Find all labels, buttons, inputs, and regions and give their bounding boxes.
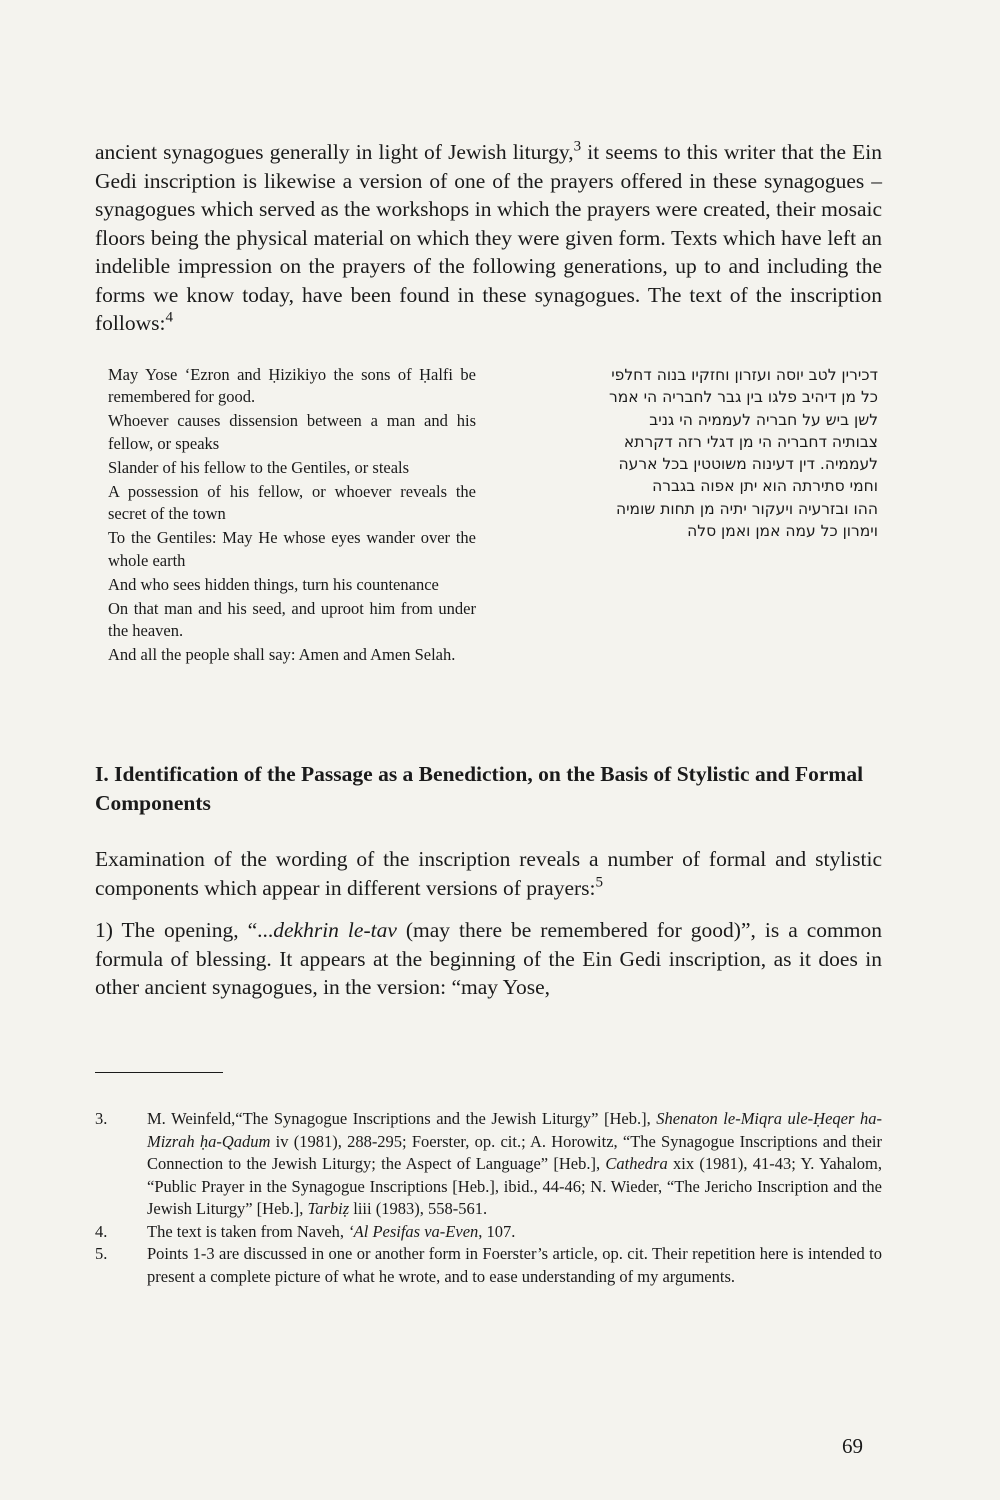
intro-text-a: ancient synagogues generally in light of Jewish liturgy, xyxy=(95,140,574,164)
footnote-divider xyxy=(95,1072,223,1073)
inscription-english-line: Slander of his fellow to the Gentiles, or steals xyxy=(108,457,410,477)
inscription-english-line: On that man and his seed, and uproot him from under the heaven. xyxy=(108,599,476,641)
footnote xyxy=(95,1243,882,1288)
footnote-text xyxy=(147,1108,882,1221)
intro-text-b: it seems to this writer that the Ein Gedi inscription is likewise a version of one of the prayers offered in these synagogues – synagogues which served as the workshops in which the prayers were created, their mosaic floors being the physical material on which they were given form. Texts which have left an indelible impression on the prayers of the following generations, up to and including the forms we know today, have been found in these synagogues. The text of the inscription follows: xyxy=(95,140,882,335)
footnote-number: 4. xyxy=(95,1221,108,1241)
footnote-text-run: Points 1-3 are discussed in one or another form in Foerster’s article, op. cit. Their repetition here is intended to present a complete picture of what he wrote, and to ease understanding of my arguments. xyxy=(147,1244,882,1286)
section-heading: I. Identification of the Passage as a Benediction, on the Basis of Stylistic and Formal Components xyxy=(95,762,864,815)
footnote-text-run: , 107. xyxy=(478,1221,516,1241)
footnote-ref-5[interactable]: 5 xyxy=(595,874,604,891)
footnote-title: ‘Al Pesifas va-Even xyxy=(348,1221,479,1241)
footnote xyxy=(95,1221,882,1244)
inscription-english-line: Whoever causes dissension between a man and his fellow, or speaks xyxy=(108,411,476,453)
para2-lead: 1) The opening, “... xyxy=(95,918,274,942)
footnote-number: 5. xyxy=(95,1244,108,1263)
para2-italic-term: dekhrin le-tav xyxy=(273,918,397,942)
footnote-ref-3[interactable]: 3 xyxy=(573,138,582,155)
inscription-hebrew-line: לשן ביש על חבריה לעממיה הי גניב xyxy=(649,410,878,429)
footnote-text xyxy=(147,1221,882,1244)
inscription-english-line: And who sees hidden things, turn his countenance xyxy=(108,574,439,594)
inscription-hebrew-line: לעממיה. דין דעינוה משוטטין בכל ארעה xyxy=(618,455,878,474)
inscription-hebrew-line: צבותיה דחבריה הי מן דגלי רזה דקרתא xyxy=(623,432,878,451)
inscription-hebrew-line: ההו ובזרעיה ויעקור יתיה מן תחות שומיה xyxy=(615,499,878,518)
footnote-title: Cathedra xyxy=(605,1154,668,1173)
footnote-text xyxy=(147,1243,882,1288)
inscription-english-line: To the Gentiles: May He whose eyes wander over the whole earth xyxy=(108,528,476,570)
footnote-number: 3. xyxy=(95,1109,108,1128)
para1-text: Examination of the wording of the inscription reveals a number of formal and stylistic components which appear in different versions of prayers: xyxy=(95,847,882,900)
footnote-ref-4[interactable]: 4 xyxy=(165,309,174,326)
inscription-english-line: And all the people shall say: Amen and Amen Selah. xyxy=(108,645,456,665)
inscription-hebrew-line: וימרון כל עמה אמן ואמן סלה xyxy=(687,522,878,541)
footnote-title: Shenaton le-Miqra ule-Ḥeqer ha-Mizrah ḥa-Qadum xyxy=(147,1109,882,1151)
footnote-text-run: liii (1983), 558-561. xyxy=(349,1199,488,1218)
footnote-text-run: M. Weinfeld,“The Synagogue Inscriptions and the Jewish Liturgy” [Heb.], xyxy=(147,1109,657,1128)
inscription-hebrew-line: כל מן דיהיב פלגו בין גבר לחבריה הי אמר xyxy=(609,388,878,407)
footnote-title: Tarbiẓ xyxy=(307,1199,350,1218)
body-paragraph-examination xyxy=(95,845,882,902)
inscription-hebrew-line: דכירין לטב יוסה ועזרון וחזקיו בנוה דחלפי xyxy=(611,366,878,384)
footnote-text-run: iv (1981), 288-295; Foerster, op. cit.; A. Horowitz, “The Synagogue Inscriptions and their Connection to the Jewish Liturgy; the Aspect of Language” [Heb.], xyxy=(147,1131,882,1173)
footnote-text-run: The text is taken from Naveh, xyxy=(147,1221,349,1241)
footnote xyxy=(95,1108,882,1221)
intro-paragraph xyxy=(95,138,882,338)
inscription-block xyxy=(108,364,878,669)
page-number: 69 xyxy=(842,1434,863,1458)
footnotes xyxy=(95,1108,882,1288)
para2-rest: (may there be remembered for good)”, is a common formula of blessing. It appears at the beginning of the Ein Gedi inscription, as it does in other ancient synagogues, in the version: “may Yose, xyxy=(95,918,882,999)
body-paragraph-opening xyxy=(95,916,882,1002)
inscription-hebrew-line: וחמי סתירתה הוא יתן אפוה בגברה xyxy=(652,477,878,496)
inscription-english-line: May Yose ‘Ezron and Ḥizikiyo the sons of Ḥalfi be remembered for good. xyxy=(108,365,476,407)
inscription-english xyxy=(108,364,476,669)
footnote-text-run: xix (1981), 41-43; Y. Yahalom, “Public Prayer in the Synagogue Inscriptions [Heb.], ibid., 44-46; N. Wieder, “The Jericho Inscription and the Jewish Liturgy” [Heb.], xyxy=(147,1154,883,1218)
inscription-english-line: A possession of his fellow, or whoever reveals the secret of the town xyxy=(108,482,476,524)
inscription-hebrew xyxy=(500,364,878,669)
